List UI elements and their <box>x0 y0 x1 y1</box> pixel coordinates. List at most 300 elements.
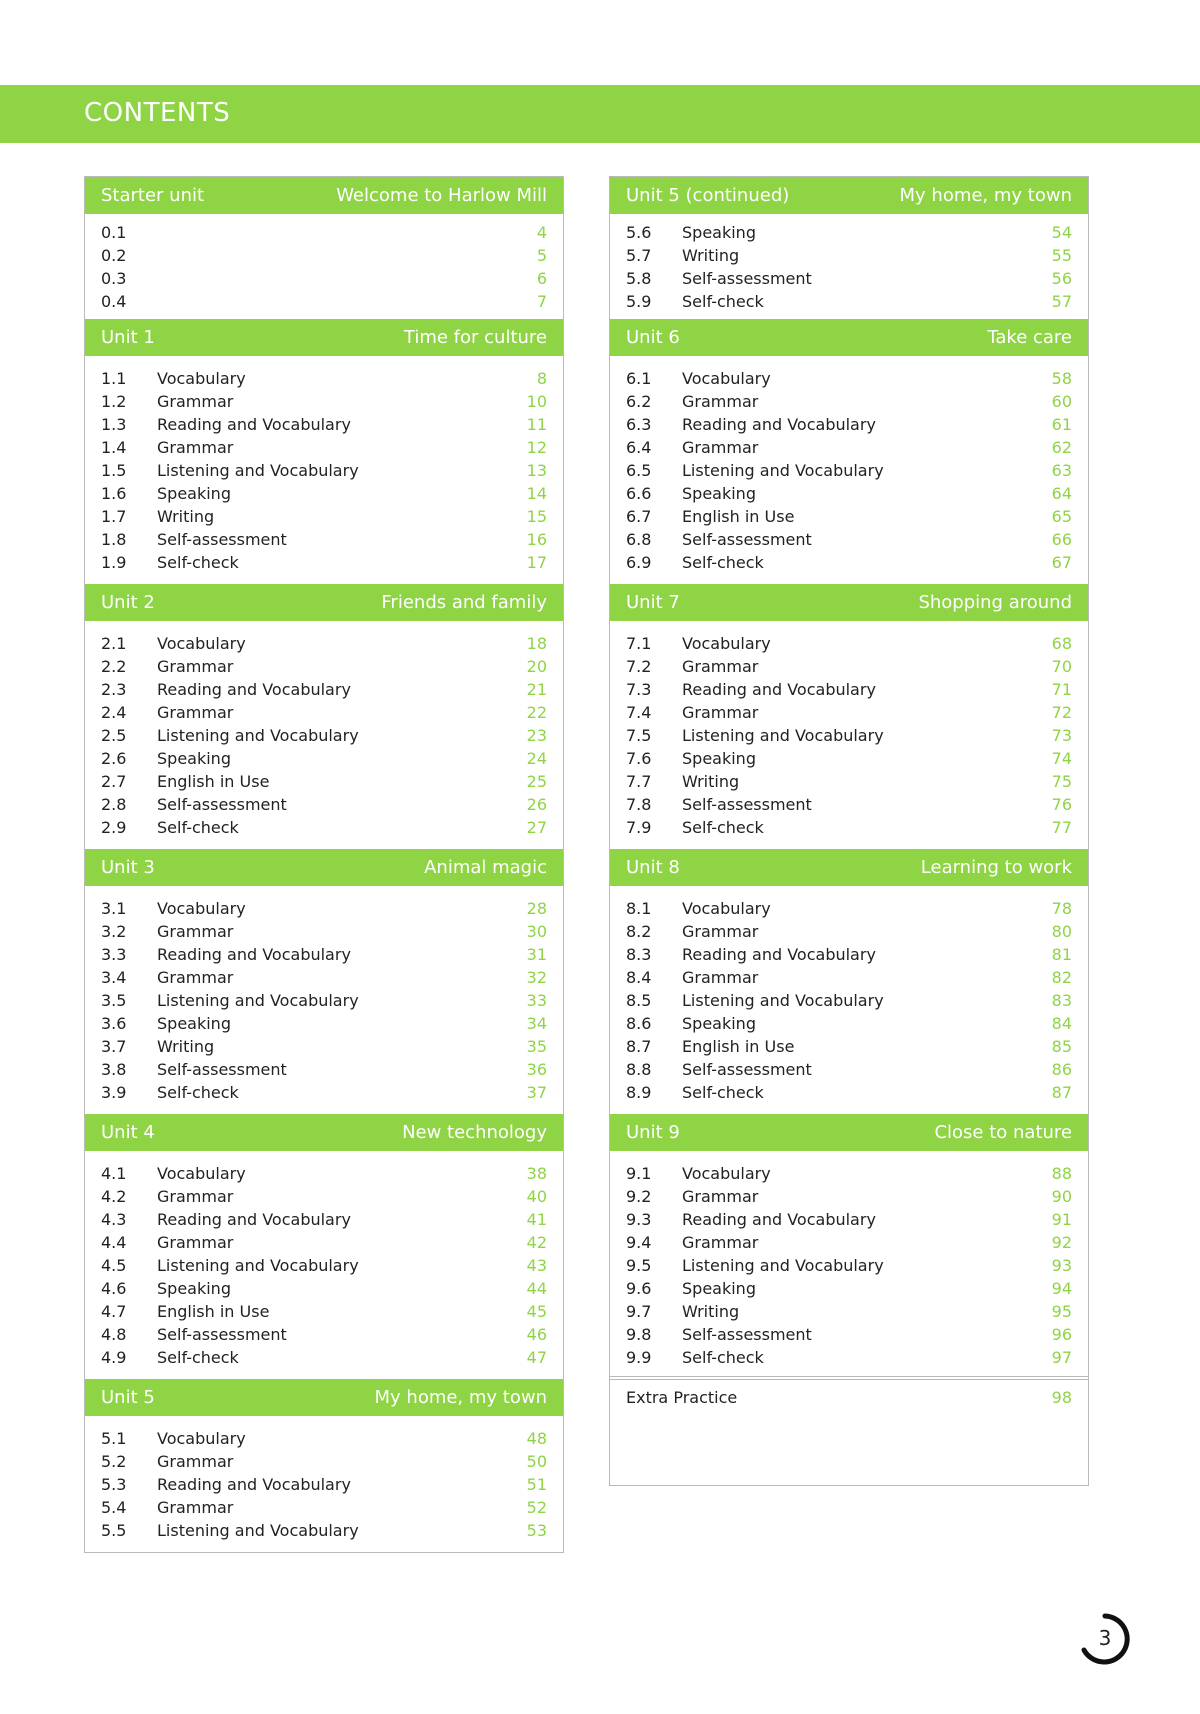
lesson-page: 97 <box>1051 1348 1072 1367</box>
lesson-page: 64 <box>1051 484 1072 503</box>
lesson-row[interactable] <box>85 701 563 724</box>
lesson-number: 9.9 <box>626 1348 652 1367</box>
lesson-number: 1.7 <box>101 507 127 526</box>
left-column <box>84 176 564 1553</box>
lesson-number: 8.5 <box>626 991 652 1010</box>
lesson-title: Grammar <box>157 392 234 411</box>
lesson-number: 6.9 <box>626 553 652 572</box>
lesson-title: Grammar <box>682 968 759 987</box>
lesson-row[interactable] <box>610 482 1088 505</box>
lesson-row[interactable] <box>85 413 563 436</box>
lesson-title: Reading and Vocabulary <box>682 680 876 699</box>
lesson-title: English in Use <box>682 507 795 526</box>
lesson-page: 85 <box>1051 1037 1072 1056</box>
lesson-page: 77 <box>1051 818 1072 837</box>
lesson-row[interactable] <box>85 1208 563 1231</box>
lesson-title: Vocabulary <box>682 369 771 388</box>
lesson-row[interactable] <box>610 897 1088 920</box>
lesson-row[interactable] <box>85 1231 563 1254</box>
lesson-number: 5.3 <box>101 1475 127 1494</box>
lesson-row[interactable] <box>85 1450 563 1473</box>
lesson-number: 6.8 <box>626 530 652 549</box>
lesson-title: Grammar <box>682 1187 759 1206</box>
lesson-page: 50 <box>526 1452 547 1471</box>
lesson-number: 8.8 <box>626 1060 652 1079</box>
lesson-row[interactable] <box>85 528 563 551</box>
lesson-title: Speaking <box>157 1014 231 1033</box>
lesson-row[interactable] <box>85 436 563 459</box>
lesson-page: 11 <box>526 415 547 434</box>
unit-header <box>85 1114 563 1151</box>
lesson-page: 68 <box>1051 634 1072 653</box>
lesson-number: 2.7 <box>101 772 127 791</box>
lesson-title: Writing <box>682 246 740 265</box>
lesson-row[interactable] <box>85 1496 563 1519</box>
lesson-page: 76 <box>1051 795 1072 814</box>
lesson-row[interactable] <box>610 1035 1088 1058</box>
lesson-row[interactable] <box>85 267 563 290</box>
lesson-number: 3.8 <box>101 1060 127 1079</box>
lesson-page: 86 <box>1051 1060 1072 1079</box>
lesson-row[interactable] <box>85 943 563 966</box>
lesson-row[interactable] <box>85 1427 563 1450</box>
lesson-number: 2.1 <box>101 634 127 653</box>
lesson-row[interactable] <box>610 920 1088 943</box>
lesson-title: Reading and Vocabulary <box>682 1210 876 1229</box>
lesson-page: 23 <box>526 726 547 745</box>
lesson-list <box>85 886 563 1114</box>
lesson-title: Reading and Vocabulary <box>157 945 351 964</box>
lesson-title: Writing <box>157 507 215 526</box>
lesson-row[interactable] <box>610 505 1088 528</box>
lesson-row[interactable] <box>85 966 563 989</box>
lesson-row[interactable] <box>610 816 1088 839</box>
lesson-row[interactable] <box>610 1300 1088 1323</box>
lesson-number: 8.9 <box>626 1083 652 1102</box>
unit-label: Unit 2 <box>101 592 155 613</box>
lesson-page: 65 <box>1051 507 1072 526</box>
lesson-title: Reading and Vocabulary <box>157 415 351 434</box>
lesson-title: Self-assessment <box>157 1060 287 1079</box>
lesson-page: 93 <box>1051 1256 1072 1275</box>
lesson-row[interactable] <box>610 1081 1088 1104</box>
lesson-row[interactable] <box>85 244 563 267</box>
lesson-row[interactable] <box>610 1277 1088 1300</box>
lesson-page: 36 <box>526 1060 547 1079</box>
lesson-row[interactable] <box>610 943 1088 966</box>
lesson-number: 7.7 <box>626 772 652 791</box>
lesson-row[interactable] <box>610 459 1088 482</box>
lesson-title: Speaking <box>682 1014 756 1033</box>
lesson-title: Self-assessment <box>682 1060 812 1079</box>
page-number: 3 <box>1098 1626 1112 1650</box>
lesson-row[interactable] <box>85 678 563 701</box>
lesson-title: Listening and Vocabulary <box>682 726 884 745</box>
lesson-number: 8.3 <box>626 945 652 964</box>
lesson-row[interactable] <box>610 701 1088 724</box>
lesson-list <box>85 356 563 584</box>
lesson-number: 0.3 <box>101 269 127 288</box>
lesson-list <box>85 214 563 319</box>
lesson-number: 7.2 <box>626 657 652 676</box>
lesson-row[interactable] <box>85 1519 563 1542</box>
lesson-row[interactable] <box>85 1277 563 1300</box>
lesson-title: Grammar <box>682 438 759 457</box>
lesson-page: 27 <box>526 818 547 837</box>
lesson-number: 5.4 <box>101 1498 127 1517</box>
lesson-number: 6.1 <box>626 369 652 388</box>
lesson-title: Listening and Vocabulary <box>157 1521 359 1540</box>
lesson-list <box>610 621 1088 849</box>
unit-header <box>85 584 563 621</box>
lesson-row[interactable] <box>610 1208 1088 1231</box>
lesson-page: 60 <box>1051 392 1072 411</box>
lesson-title: English in Use <box>682 1037 795 1056</box>
unit-label: Unit 6 <box>626 327 680 348</box>
lesson-title: Grammar <box>682 1233 759 1252</box>
lesson-title: Grammar <box>682 392 759 411</box>
lesson-number: 7.8 <box>626 795 652 814</box>
lesson-number: 1.9 <box>101 553 127 572</box>
lesson-row[interactable] <box>85 551 563 574</box>
lesson-page: 44 <box>526 1279 547 1298</box>
unit-header <box>85 1379 563 1416</box>
lesson-row[interactable] <box>85 793 563 816</box>
lesson-row[interactable] <box>610 1323 1088 1346</box>
lesson-title: Self-check <box>157 1348 239 1367</box>
lesson-page: 56 <box>1051 269 1072 288</box>
lesson-title: Vocabulary <box>157 1429 246 1448</box>
lesson-title: Listening and Vocabulary <box>682 1256 884 1275</box>
unit-label: Unit 7 <box>626 592 680 613</box>
lesson-row[interactable] <box>85 1058 563 1081</box>
lesson-row[interactable] <box>85 1254 563 1277</box>
lesson-title: Listening and Vocabulary <box>682 991 884 1010</box>
lesson-page: 96 <box>1051 1325 1072 1344</box>
lesson-row[interactable] <box>85 459 563 482</box>
lesson-title: Speaking <box>157 484 231 503</box>
lesson-row[interactable] <box>85 724 563 747</box>
lesson-page: 87 <box>1051 1083 1072 1102</box>
lesson-title: Vocabulary <box>682 899 771 918</box>
lesson-title: Self-assessment <box>157 1325 287 1344</box>
lesson-title: Self-check <box>157 818 239 837</box>
lesson-title: Listening and Vocabulary <box>157 726 359 745</box>
lesson-row[interactable] <box>85 747 563 770</box>
lesson-row[interactable] <box>610 770 1088 793</box>
lesson-row[interactable] <box>85 221 563 244</box>
lesson-number: 9.3 <box>626 1210 652 1229</box>
lesson-page: 14 <box>526 484 547 503</box>
lesson-number: 7.5 <box>626 726 652 745</box>
lesson-number: 4.3 <box>101 1210 127 1229</box>
lesson-row[interactable] <box>85 816 563 839</box>
lesson-row[interactable] <box>610 267 1088 290</box>
lesson-list <box>610 886 1088 1114</box>
lesson-number: 3.2 <box>101 922 127 941</box>
lesson-page: 32 <box>526 968 547 987</box>
lesson-list <box>85 1416 563 1552</box>
lesson-title: Self-check <box>682 1348 764 1367</box>
lesson-row[interactable] <box>610 1012 1088 1035</box>
lesson-page: 66 <box>1051 530 1072 549</box>
lesson-row[interactable] <box>610 678 1088 701</box>
lesson-title: Self-assessment <box>682 269 812 288</box>
lesson-page: 37 <box>526 1083 547 1102</box>
lesson-title: Self-check <box>682 553 764 572</box>
lesson-number: 5.9 <box>626 292 652 311</box>
lesson-number: 7.1 <box>626 634 652 653</box>
unit-theme: My home, my town <box>374 1387 547 1408</box>
lesson-row[interactable] <box>85 989 563 1012</box>
lesson-page: 17 <box>526 553 547 572</box>
lesson-title: Grammar <box>157 1187 234 1206</box>
lesson-page: 72 <box>1051 703 1072 722</box>
lesson-title: Self-check <box>682 292 764 311</box>
lesson-number: 2.2 <box>101 657 127 676</box>
lesson-number: 2.3 <box>101 680 127 699</box>
lesson-title: Grammar <box>157 657 234 676</box>
lesson-page: 4 <box>536 223 547 242</box>
lesson-number: 5.7 <box>626 246 652 265</box>
lesson-title: Speaking <box>682 223 756 242</box>
lesson-row[interactable] <box>610 390 1088 413</box>
lesson-number: 1.2 <box>101 392 127 411</box>
lesson-number: 8.4 <box>626 968 652 987</box>
lesson-list <box>85 1151 563 1379</box>
lesson-number: 6.6 <box>626 484 652 503</box>
lesson-number: 3.7 <box>101 1037 127 1056</box>
lesson-page: 63 <box>1051 461 1072 480</box>
lesson-title: Grammar <box>157 1498 234 1517</box>
lesson-page: 7 <box>536 292 547 311</box>
lesson-title: Self-assessment <box>157 530 287 549</box>
lesson-number: 1.3 <box>101 415 127 434</box>
lesson-number: 1.6 <box>101 484 127 503</box>
lesson-number: 3.6 <box>101 1014 127 1033</box>
lesson-number: 7.4 <box>626 703 652 722</box>
lesson-number: 4.9 <box>101 1348 127 1367</box>
lesson-row[interactable] <box>610 221 1088 244</box>
unit-header <box>610 177 1088 214</box>
lesson-number: 9.4 <box>626 1233 652 1252</box>
lesson-number: 9.8 <box>626 1325 652 1344</box>
lesson-number: 4.8 <box>101 1325 127 1344</box>
lesson-page: 55 <box>1051 246 1072 265</box>
lesson-page: 51 <box>526 1475 547 1494</box>
lesson-number: 9.6 <box>626 1279 652 1298</box>
lesson-title: Listening and Vocabulary <box>157 991 359 1010</box>
lesson-row[interactable] <box>610 966 1088 989</box>
lesson-row[interactable] <box>85 1162 563 1185</box>
lesson-number: 3.3 <box>101 945 127 964</box>
lesson-page: 34 <box>526 1014 547 1033</box>
lesson-row[interactable] <box>85 1323 563 1346</box>
lesson-row[interactable] <box>85 390 563 413</box>
unit-header <box>610 1114 1088 1151</box>
lesson-page: 20 <box>526 657 547 676</box>
lesson-title: Grammar <box>157 922 234 941</box>
lesson-row[interactable] <box>85 920 563 943</box>
page-title: CONTENTS <box>84 98 231 128</box>
lesson-row[interactable] <box>85 290 563 313</box>
lesson-row[interactable] <box>610 1058 1088 1081</box>
lesson-title: Grammar <box>682 922 759 941</box>
lesson-row[interactable] <box>610 528 1088 551</box>
lesson-row[interactable] <box>610 436 1088 459</box>
unit-theme: Friends and family <box>381 592 547 613</box>
lesson-row[interactable] <box>85 505 563 528</box>
lesson-page: 71 <box>1051 680 1072 699</box>
lesson-title: Vocabulary <box>157 634 246 653</box>
lesson-row[interactable] <box>85 482 563 505</box>
lesson-page: 83 <box>1051 991 1072 1010</box>
lesson-row[interactable] <box>610 290 1088 313</box>
unit-header <box>85 319 563 356</box>
lesson-number: 5.1 <box>101 1429 127 1448</box>
lesson-page: 92 <box>1051 1233 1072 1252</box>
lesson-page: 30 <box>526 922 547 941</box>
lesson-page: 28 <box>526 899 547 918</box>
lesson-number: 6.4 <box>626 438 652 457</box>
lesson-page: 52 <box>526 1498 547 1517</box>
lesson-list <box>85 621 563 849</box>
extra-practice-box <box>609 1376 1089 1486</box>
lesson-row[interactable] <box>610 1162 1088 1185</box>
lesson-title: Grammar <box>157 968 234 987</box>
lesson-row[interactable] <box>85 1300 563 1323</box>
lesson-row[interactable] <box>85 1081 563 1104</box>
lesson-row[interactable] <box>610 632 1088 655</box>
unit-label: Unit 9 <box>626 1122 680 1143</box>
lesson-row[interactable] <box>610 551 1088 574</box>
unit-theme: Animal magic <box>424 857 547 878</box>
unit-header <box>610 584 1088 621</box>
lesson-title: Writing <box>157 1037 215 1056</box>
lesson-page: 43 <box>526 1256 547 1275</box>
lesson-row[interactable] <box>610 793 1088 816</box>
lesson-page: 70 <box>1051 657 1072 676</box>
lesson-page: 95 <box>1051 1302 1072 1321</box>
lesson-title: Reading and Vocabulary <box>157 1210 351 1229</box>
lesson-row[interactable] <box>85 632 563 655</box>
lesson-title: Writing <box>682 1302 740 1321</box>
lesson-row[interactable] <box>610 1254 1088 1277</box>
lesson-title: Speaking <box>682 749 756 768</box>
lesson-title: Vocabulary <box>157 1164 246 1183</box>
lesson-page: 33 <box>526 991 547 1010</box>
unit-header <box>610 849 1088 886</box>
lesson-row[interactable] <box>85 655 563 678</box>
lesson-page: 5 <box>536 246 547 265</box>
lesson-row[interactable] <box>610 1346 1088 1369</box>
lesson-page: 48 <box>526 1429 547 1448</box>
lesson-row[interactable] <box>610 244 1088 267</box>
lesson-page: 31 <box>526 945 547 964</box>
lesson-row[interactable] <box>85 770 563 793</box>
lesson-page: 88 <box>1051 1164 1072 1183</box>
lesson-page: 26 <box>526 795 547 814</box>
lesson-row[interactable] <box>85 367 563 390</box>
lesson-title: Vocabulary <box>682 1164 771 1183</box>
extra-practice-row[interactable] <box>610 1386 1088 1409</box>
unit-theme: Take care <box>987 327 1072 348</box>
lesson-row[interactable] <box>610 413 1088 436</box>
lesson-row[interactable] <box>610 989 1088 1012</box>
lesson-title: Grammar <box>682 657 759 676</box>
lesson-row[interactable] <box>610 747 1088 770</box>
extra-practice-label: Extra Practice <box>626 1388 738 1407</box>
lesson-list <box>610 214 1088 319</box>
lesson-row[interactable] <box>610 655 1088 678</box>
lesson-row[interactable] <box>610 724 1088 747</box>
lesson-number: 9.2 <box>626 1187 652 1206</box>
lesson-title: Reading and Vocabulary <box>682 945 876 964</box>
unit-header <box>85 177 563 214</box>
lesson-number: 7.3 <box>626 680 652 699</box>
unit-label: Unit 4 <box>101 1122 155 1143</box>
lesson-page: 91 <box>1051 1210 1072 1229</box>
lesson-number: 1.1 <box>101 369 127 388</box>
lesson-page: 53 <box>526 1521 547 1540</box>
lesson-row[interactable] <box>85 897 563 920</box>
lesson-page: 58 <box>1051 369 1072 388</box>
lesson-page: 82 <box>1051 968 1072 987</box>
lesson-row[interactable] <box>85 1346 563 1369</box>
lesson-list <box>610 356 1088 584</box>
lesson-title: Reading and Vocabulary <box>682 415 876 434</box>
lesson-number: 1.4 <box>101 438 127 457</box>
lesson-number: 5.6 <box>626 223 652 242</box>
lesson-page: 25 <box>526 772 547 791</box>
unit-theme: Welcome to Harlow Mill <box>336 185 547 206</box>
lesson-number: 0.2 <box>101 246 127 265</box>
lesson-row[interactable] <box>85 1035 563 1058</box>
lesson-page: 73 <box>1051 726 1072 745</box>
lesson-number: 1.8 <box>101 530 127 549</box>
lesson-title: English in Use <box>157 1302 270 1321</box>
lesson-page: 61 <box>1051 415 1072 434</box>
lesson-number: 4.6 <box>101 1279 127 1298</box>
lesson-page: 45 <box>526 1302 547 1321</box>
unit-theme: Shopping around <box>918 592 1072 613</box>
lesson-title: Grammar <box>157 1233 234 1252</box>
lesson-number: 5.8 <box>626 269 652 288</box>
lesson-number: 6.5 <box>626 461 652 480</box>
lesson-row[interactable] <box>610 367 1088 390</box>
lesson-number: 8.1 <box>626 899 652 918</box>
lesson-number: 3.5 <box>101 991 127 1010</box>
lesson-page: 10 <box>526 392 547 411</box>
lesson-page: 12 <box>526 438 547 457</box>
unit-list <box>609 176 1089 1380</box>
lesson-row[interactable] <box>610 1185 1088 1208</box>
lesson-page: 38 <box>526 1164 547 1183</box>
lesson-title: Self-assessment <box>682 530 812 549</box>
lesson-page: 41 <box>526 1210 547 1229</box>
lesson-row[interactable] <box>85 1473 563 1496</box>
contents-banner <box>0 85 1200 143</box>
lesson-title: Grammar <box>157 703 234 722</box>
lesson-number: 0.4 <box>101 292 127 311</box>
lesson-number: 2.8 <box>101 795 127 814</box>
lesson-row[interactable] <box>85 1012 563 1035</box>
unit-theme: Close to nature <box>934 1122 1072 1143</box>
lesson-row[interactable] <box>85 1185 563 1208</box>
lesson-number: 6.2 <box>626 392 652 411</box>
lesson-row[interactable] <box>610 1231 1088 1254</box>
unit-theme: My home, my town <box>899 185 1072 206</box>
